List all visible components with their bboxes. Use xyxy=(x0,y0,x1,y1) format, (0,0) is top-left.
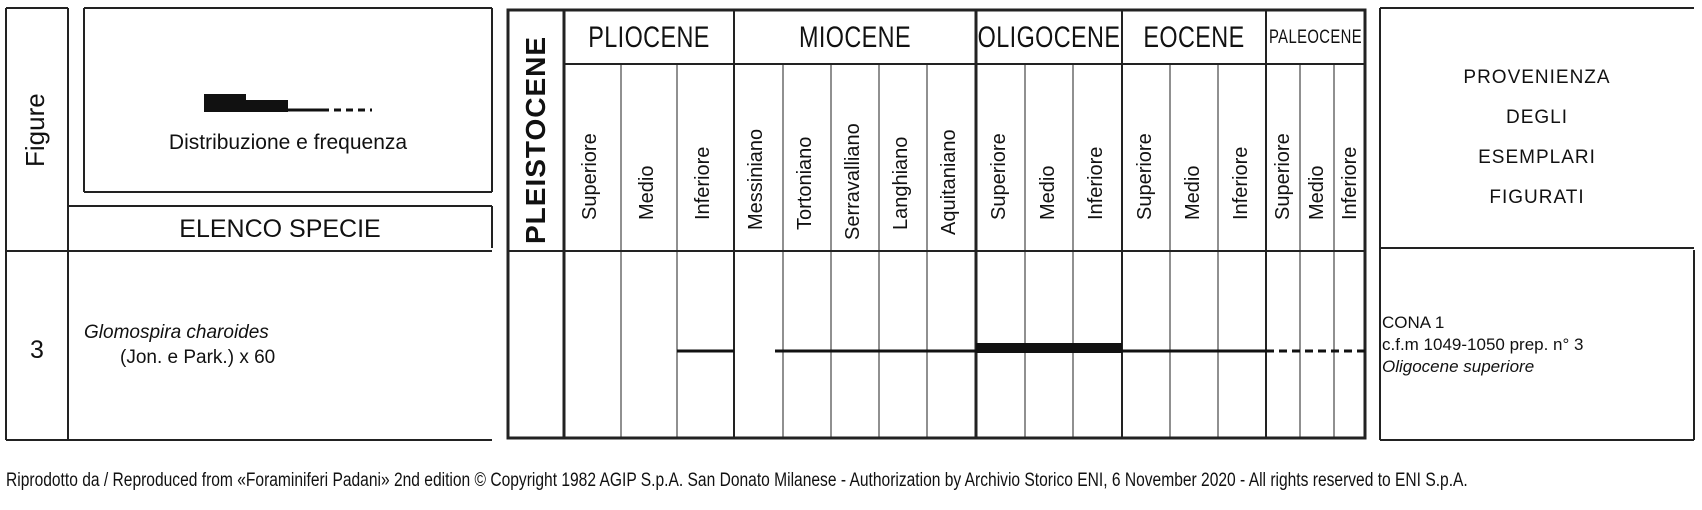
epoch-miocene: MIOCENE xyxy=(799,21,911,54)
figure-column-label: Figure xyxy=(20,93,50,167)
epoch-pleistocene: PLEISTOCENE xyxy=(520,35,551,245)
provenance-header-line-1: PROVENIENZA xyxy=(1463,67,1611,88)
range-bar-oligocene-abundant xyxy=(976,343,1122,353)
epoch-pliocene: PLIOCENE xyxy=(588,21,710,54)
stage-eocene-superiore: Superiore xyxy=(1134,133,1156,220)
stage-pliocene-superiore: Superiore xyxy=(579,133,601,220)
stage-serravalliano: Serravalliano xyxy=(842,123,864,240)
stage-langhiano: Langhiano xyxy=(890,136,912,230)
legend-caption: Distribuzione e frequenza xyxy=(168,131,408,154)
provenance-site: CONA 1 xyxy=(1382,313,1445,332)
stage-tortoniano: Tortoniano xyxy=(794,136,816,230)
epoch-eocene: EOCENE xyxy=(1143,21,1245,54)
species-name: Glomospira charoides xyxy=(84,322,269,343)
stage-oligocene-inferiore: Inferiore xyxy=(1085,146,1107,220)
stage-oligocene-medio: Medio xyxy=(1037,165,1059,220)
stage-eocene-inferiore: Inferiore xyxy=(1230,146,1252,220)
figure-number: 3 xyxy=(30,335,44,364)
stage-paleocene-superiore: Superiore xyxy=(1272,133,1294,220)
stage-aquitaniano: Aquitaniano xyxy=(938,129,960,235)
stage-oligocene-superiore: Superiore xyxy=(988,133,1010,220)
species-author: (Jon. e Park.) x 60 xyxy=(120,347,276,368)
stage-pliocene-inferiore: Inferiore xyxy=(692,146,714,220)
provenance-header-line-3: ESEMPLARI xyxy=(1478,147,1596,168)
provenance-header-line-4: FIGURATI xyxy=(1489,187,1585,208)
provenance-reference: c.f.m 1049-1050 prep. n° 3 xyxy=(1382,335,1584,354)
epoch-oligocene: OLIGOCENE xyxy=(977,21,1121,54)
species-list-title: ELENCO SPECIE xyxy=(179,214,381,243)
copyright-footer: Riprodotto da / Reproduced from «Foraminiferi Padani» 2nd edition © Copyright 1982 AGIP S.p.A. San Donato Milanese - Authorization by Archivio Storico ENI, 6 November 2020 - All rights reserved to ENI S.p.A. xyxy=(6,470,1468,491)
provenance-header-line-2: DEGLI xyxy=(1505,107,1569,128)
stage-paleocene-medio: Medio xyxy=(1306,165,1328,220)
provenance-header xyxy=(1380,58,1694,218)
provenance-age: Oligocene superiore xyxy=(1382,357,1535,376)
stage-messiniano: Messiniano xyxy=(745,128,767,230)
stage-paleocene-inferiore: Inferiore xyxy=(1339,146,1361,220)
epoch-paleocene: PALEOCENE xyxy=(1268,27,1363,48)
stage-eocene-medio: Medio xyxy=(1182,165,1204,220)
stage-pliocene-medio: Medio xyxy=(636,165,658,220)
